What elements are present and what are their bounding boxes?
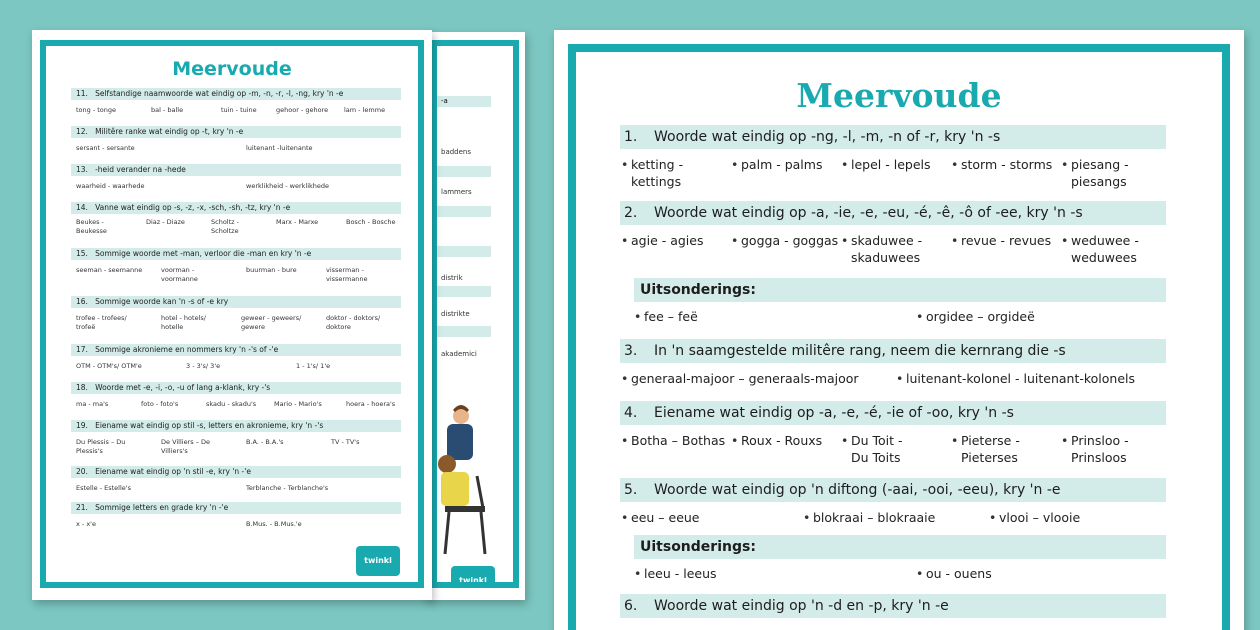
example-row: Du Plessis – Du Plessis's De Villiers – De Villiers's B.A. - B.A.'s TV - TV's — [76, 438, 360, 455]
rule-heading: 1. Woorde wat eindig op -ng, -l, -m, -n of -r, kry 'n -s — [620, 125, 1166, 149]
fragment-text: akademici — [441, 350, 477, 358]
rule-heading: 4. Eiename wat eindig op -a, -e, -é, -ie of -oo, kry 'n -s — [620, 401, 1166, 425]
person-on-chair-illustration — [437, 396, 497, 556]
exceptions-heading: Uitsonderings: — [634, 535, 1166, 559]
rule-heading: 17. Sommige akronieme en nommers kry 'n -'s of -'e — [71, 344, 401, 356]
example-row: trofee - trofees/ trofeë hotel - hotels/ hotelle geweer - geweers/ gewere doktor - doktors/ doktore — [76, 314, 381, 331]
fragment-bar — [437, 96, 491, 107]
rule-heading: 19. Eiename wat eindig op stil -s, letters en akronieme, kry 'n -'s — [71, 420, 401, 432]
rule-heading: 20. Eiename wat eindig op 'n stil -e, kry 'n -'e — [71, 466, 401, 478]
rule-heading: 5. Woorde wat eindig op 'n diftong (-aai, -ooi, -eeu), kry 'n -e — [620, 478, 1166, 502]
fragment-bar — [437, 166, 491, 177]
rule-heading: 6. Woorde wat eindig op 'n -d en -p, kry 'n -e — [620, 594, 1166, 618]
exceptions-heading: Uitsonderings: — [634, 278, 1166, 302]
fragment-text: baddens — [441, 148, 472, 156]
example-row: Beukes - Beukesse Diaz - Diaze Scholtz - Scholtze Marx - Marxe Bosch - Bosche — [76, 218, 396, 235]
exceptions-row: • leeu - leeus • ou - ouens — [644, 565, 1164, 583]
twinkl-logo: twinkl — [356, 546, 400, 576]
fragment-bar — [437, 326, 491, 337]
rule-heading: 11. Selfstandige naamwoorde wat eindig op -m, -n, -r, -l, -ng, kry 'n -e — [71, 88, 401, 100]
twinkl-logo: twinkl — [451, 566, 495, 588]
fragment-text: distrik — [441, 274, 463, 282]
worksheet-title: Meervoude — [172, 58, 292, 80]
small-worksheet-frame: Meervoude 11. Selfstandige naamwoorde wat eindig op -m, -n, -r, -l, -ng, kry 'n -e tong - tonge bal - balle tuin - tuine gehoor - gehore lam - lemme 12. Militêre ranke wat eindig op -t, kry 'n -e sersant - sersante luitenant -luitenante 13. -heid verander na -hede waarheid - waarhede werklikheid - werklikhede 14. Vanne wat eindig op -s, -z, -x, -sch, -sh, -tz, kry 'n -e Beukes - Beukesse Diaz - Diaze Scholtz - Scholtze Marx - Marxe Bosch - Bosche 15. Sommige woorde met -man, verloor die -man en kry 'n -e seeman - seemanne voorman - voormanne buurman - bure visserman - vissermanne 16. Sommige woorde kan 'n -s of -e kry trofee - trofees/ trofeë hotel - hotels/ hotelle geweer - geweers/ gewere doktor - doktors/ doktore 17. Sommige akronieme en nommers kry 'n -'s of -'e OTM - OTM's/ OTM'e 3 - 3's/ 3'e 1 - 1's/ 1'e 18. Woorde met -e, -i, -o, -u of lang a-klank, kry -'s ma - ma's foto - foto's skadu - skadu's Mario - Mario's hoera - hoera's 19. Eiename wat eindig op stil -s, letters en akronieme, kry 'n -'s Du Plessis – Du Plessis's De Villiers – De Villiers's B.A. - B.A.'s TV - TV's 20. Eiename wat eindig op 'n stil -e, kry 'n -'e Estelle - Estelle's Terblanche - Terblanche's 21. Sommige letters en grade kry 'n -'e x - x'e B.Mus. - B.Mus.'e twinkl — [40, 40, 424, 588]
example-row: • agie - agies • gogga - goggas • skaduwee - skaduwees • revue - revues • weduwee - weduwees — [631, 232, 1171, 268]
rule-heading: 14. Vanne wat eindig op -s, -z, -x, -sch, -sh, -tz, kry 'n -e — [71, 202, 401, 214]
exceptions-row: • fee – feë • orgidee – orgideë — [644, 308, 1164, 326]
rule-heading: 2. Woorde wat eindig op -a, -ie, -e, -eu, -é, -ê, -ô of -ee, kry 'n -s — [620, 201, 1166, 225]
back-worksheet — [425, 32, 525, 600]
fragment-bar — [437, 246, 491, 257]
example-row: • Botha – Bothas • Roux - Rouxs • Du Toit - Du Toits • Pieterse - Pieterses • Prinsloo - Prinsloos — [631, 432, 1171, 468]
main-worksheet-frame — [568, 44, 1230, 630]
rule-heading: 18. Woorde met -e, -i, -o, -u of lang a-klank, kry -'s — [71, 382, 401, 394]
fragment-bar — [437, 206, 491, 217]
example-row: • ketting - kettings • palm - palms • lepel - lepels • storm - storms • piesang - piesangs — [631, 156, 1171, 192]
fragment-bar — [437, 286, 491, 297]
fragment-text: distrikte — [441, 310, 470, 318]
example-row: seeman - seemanne voorman - voormanne buurman - bure visserman - vissermanne — [76, 266, 368, 283]
back-worksheet-frame — [431, 40, 519, 588]
worksheet-title: Meervoude — [796, 76, 1002, 115]
rule-heading: 21. Sommige letters en grade kry 'n -'e — [71, 502, 401, 514]
rule-heading: 15. Sommige woorde met -man, verloor die -man en kry 'n -e — [71, 248, 401, 260]
example-row: • generaal-majoor – generaals-majoor • luitenant-kolonel - luitenant-kolonels — [631, 370, 1171, 388]
fragment-text: lammers — [441, 188, 472, 196]
main-worksheet — [554, 30, 1244, 630]
rule-heading: 12. Militêre ranke wat eindig op -t, kry 'n -e — [71, 126, 401, 138]
small-worksheet — [32, 30, 432, 600]
fragment-text: -a — [441, 97, 448, 105]
rule-heading: 3. In 'n saamgestelde militêre rang, neem die kernrang die -s — [620, 339, 1166, 363]
example-row: • eeu – eeue • blokraai – blokraaie • vlooi – vlooie — [631, 509, 1171, 527]
rule-heading: 16. Sommige woorde kan 'n -s of -e kry — [71, 296, 401, 308]
rule-heading: 13. -heid verander na -hede — [71, 164, 401, 176]
